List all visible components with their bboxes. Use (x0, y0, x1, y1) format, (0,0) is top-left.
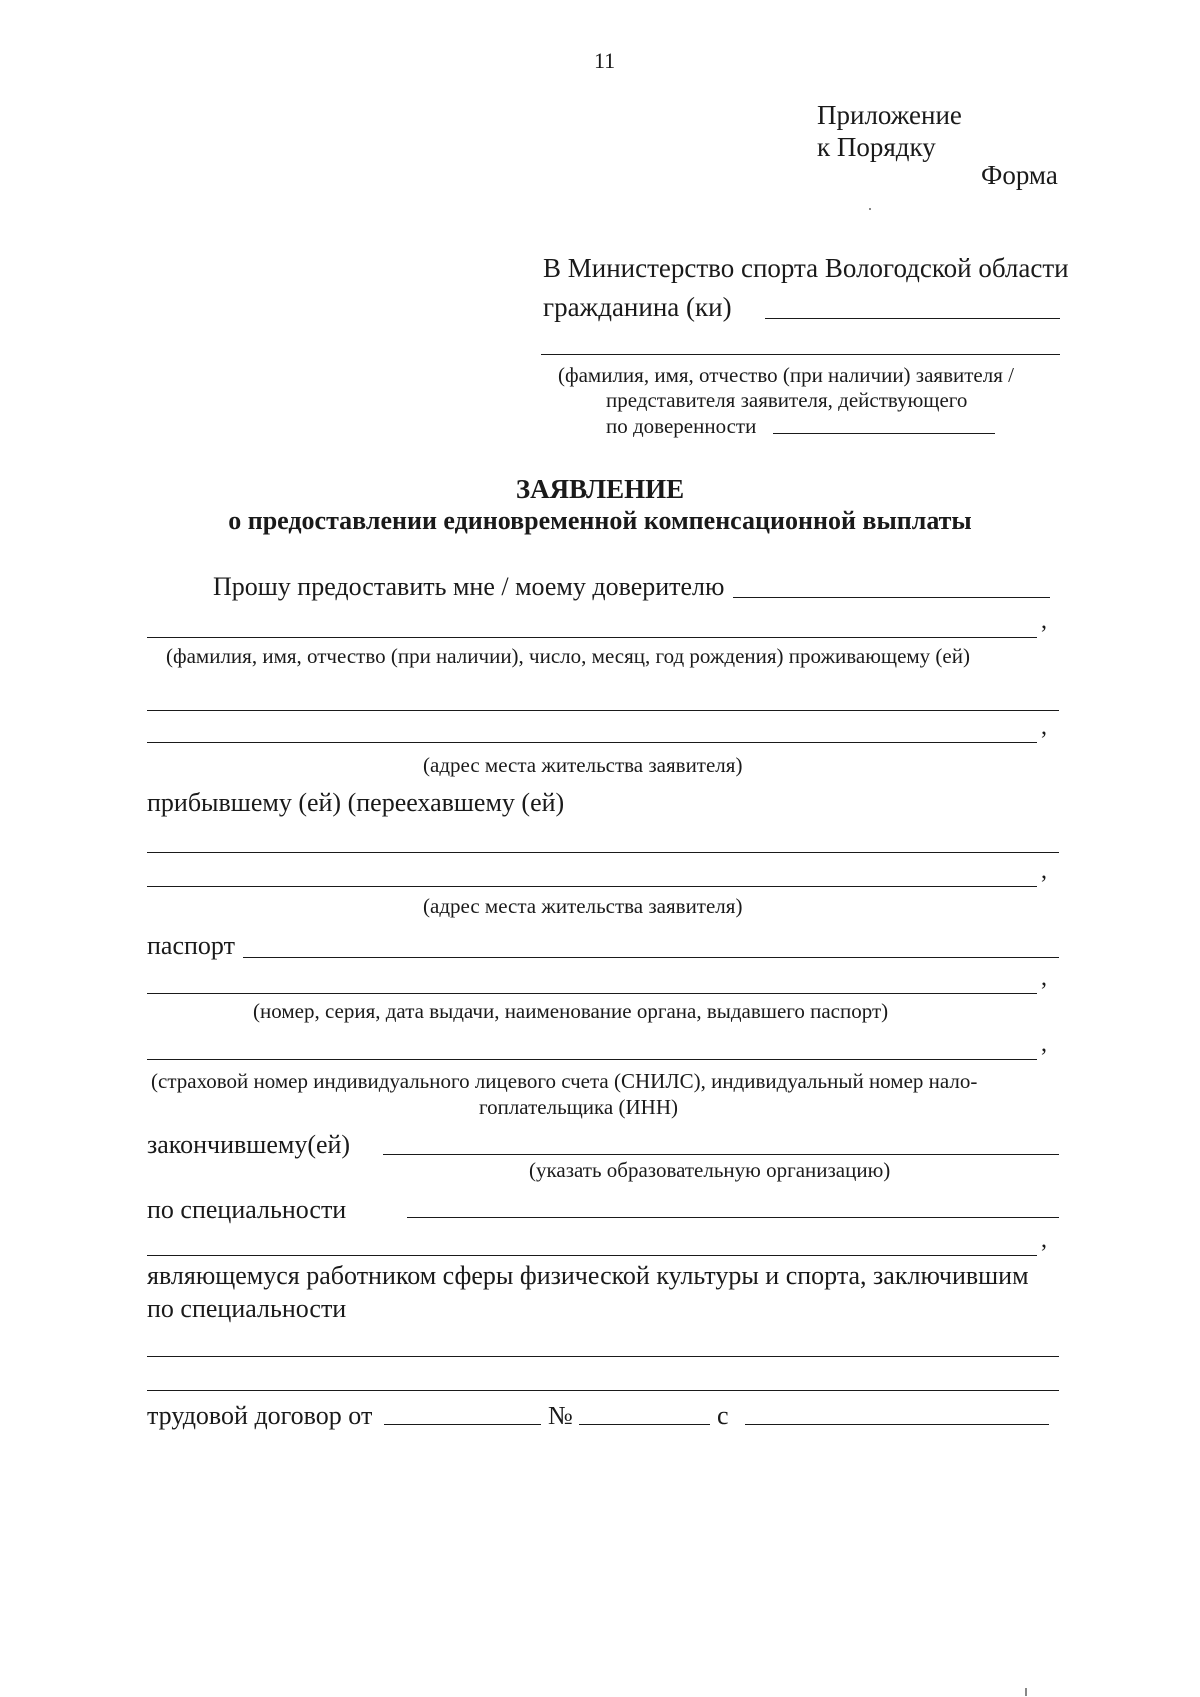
residence-field-1[interactable] (147, 710, 1059, 711)
page-number: 11 (594, 48, 616, 73)
applicant-hint: (фамилия, имя, отчество (при наличии), число, месяц, год рождения) проживающему (ей) (166, 644, 970, 668)
appendix-line-2: к Порядку (817, 132, 936, 162)
contract-label: трудовой договор от (147, 1401, 373, 1430)
employee-text-2: по специальности (147, 1294, 347, 1323)
arrived-address-field-2[interactable] (147, 886, 1037, 887)
arrived-label: прибывшему (ей) (переехавшему (ей) (147, 788, 565, 817)
comma-6: , (1041, 1227, 1047, 1253)
arrived-address-field-1[interactable] (147, 852, 1059, 853)
passport-field-2[interactable] (147, 993, 1037, 994)
education-org-field[interactable] (383, 1154, 1059, 1155)
comma-3: , (1041, 858, 1047, 884)
specialty-field-1[interactable] (407, 1217, 1059, 1218)
citizen-name-field[interactable] (765, 318, 1060, 319)
graduated-label: закончившему(ей) (147, 1130, 351, 1159)
citizen-label: гражданина (ки) (543, 292, 732, 322)
citizen-hint-2: представителя заявителя, действующего (606, 388, 968, 412)
form-label: Форма (981, 160, 1058, 190)
employee-specialty-field-2[interactable] (147, 1390, 1059, 1391)
residence-field-2[interactable] (147, 742, 1037, 743)
comma-1: , (1041, 608, 1047, 634)
contract-date-field[interactable] (384, 1424, 541, 1425)
snils-hint-1: (страховой номер индивидуального лицевого счета (СНИЛС), индивидуальный номер нало- (151, 1069, 978, 1093)
specialty-label: по специальности (147, 1195, 347, 1224)
employee-specialty-field-1[interactable] (147, 1356, 1059, 1357)
scan-speck-2 (1025, 1688, 1027, 1696)
passport-label: паспорт (147, 931, 235, 960)
snils-inn-field[interactable] (147, 1059, 1037, 1060)
scan-speck (869, 208, 871, 210)
comma-5: , (1041, 1031, 1047, 1057)
citizen-name-field-2[interactable] (541, 354, 1060, 355)
power-of-attorney-field[interactable] (773, 433, 995, 434)
specialty-field-2[interactable] (147, 1255, 1037, 1256)
trustee-field[interactable] (733, 597, 1050, 598)
graduated-hint: (указать образовательную организацию) (529, 1158, 891, 1182)
contract-employer-field[interactable] (745, 1424, 1049, 1425)
comma-2: , (1041, 714, 1047, 740)
passport-field-1[interactable] (243, 957, 1059, 958)
contract-number-field[interactable] (579, 1424, 710, 1425)
document-title: ЗАЯВЛЕНИЕ (515, 474, 685, 504)
address-hint-1: (адрес места жительства заявителя) (423, 753, 743, 777)
ministry-line: В Министерство спорта Вологодской области (543, 253, 1069, 283)
appendix-line-1: Приложение (817, 100, 962, 130)
snils-hint-2: гоплательщика (ИНН) (479, 1095, 678, 1119)
document-subtitle: о предоставлении единовременной компенсационной выплаты (228, 506, 972, 535)
comma-4: , (1041, 965, 1047, 991)
passport-hint: (номер, серия, дата выдачи, наименование органа, выдавшего паспорт) (253, 999, 889, 1023)
applicant-name-field[interactable] (147, 637, 1037, 638)
citizen-hint-1: (фамилия, имя, отчество (при наличии) заявителя / (558, 363, 1014, 387)
request-text: Прошу предоставить мне / моему доверителю (213, 572, 725, 601)
employee-text-1: являющемуся работником сферы физической культуры и спорта, заключившим (147, 1261, 1029, 1290)
address-hint-2: (адрес места жительства заявителя) (423, 894, 743, 918)
citizen-hint-3: по доверенности (606, 414, 757, 438)
number-sign: № (548, 1401, 573, 1430)
with-label: с (717, 1401, 729, 1430)
